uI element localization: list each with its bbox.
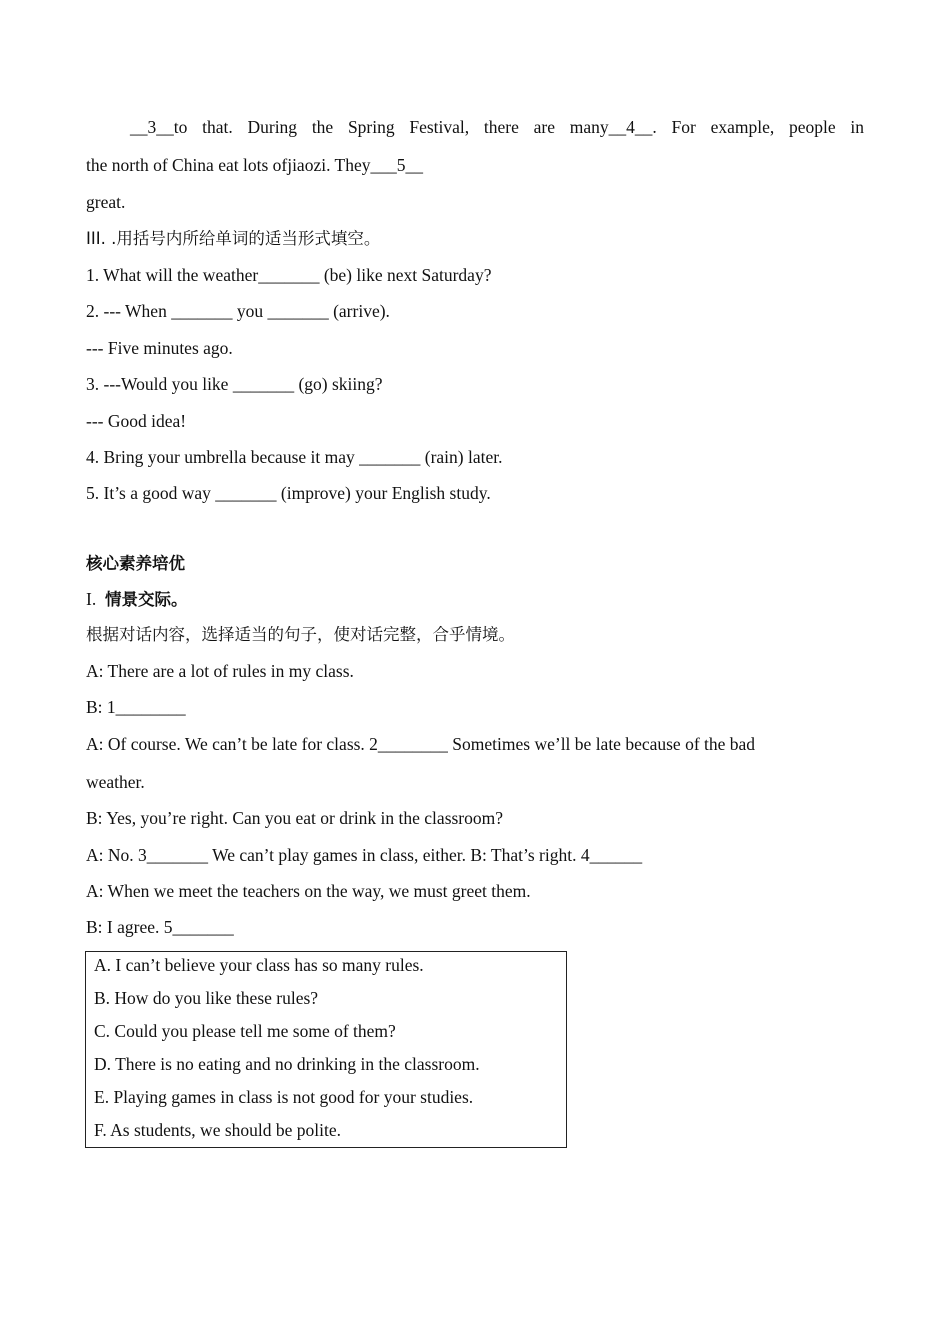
section-3-item: 2. --- When _______ you _______ (arrive). — [86, 301, 390, 321]
section-3-item: 4. Bring your umbrella because it may _______ (rain) later. — [86, 447, 503, 467]
dialogue-line: A: When we meet the teachers on the way, we must greet them. — [86, 881, 531, 901]
option-e: E. Playing games in class is not good for your studies. — [94, 1087, 474, 1107]
option-b: B. How do you like these rules? — [94, 988, 319, 1008]
passage-line-3: great. — [86, 192, 126, 212]
option-d: D. There is no eating and no drinking in the classroom. — [94, 1054, 480, 1074]
dialogue-line: A: Of course. We can’t be late for class. 2________ Sometimes we’ll be late because of the bad — [86, 734, 756, 754]
section-3-item: 5. It’s a good way _______ (improve) your English study. — [86, 483, 491, 503]
core-part-title — [86, 588, 187, 611]
section-3-item: --- Good idea! — [86, 411, 187, 431]
section-3-item: --- Five minutes ago. — [86, 338, 233, 358]
passage-line-2: the north of China eat lots ofjiaozi. They___5__ — [86, 155, 423, 175]
core-part-number: I. — [86, 589, 97, 609]
section-3-item: 1. What will the weather_______ (be) like next Saturday? — [86, 265, 492, 285]
dialogue-line: A: No. 3_______ We can’t play games in class, either. B: That’s right. 4______ — [86, 845, 643, 865]
option-f: F. As students, we should be polite. — [94, 1120, 341, 1140]
core-heading: 核心素养培优 — [86, 554, 185, 573]
dialogue-line: weather. — [86, 772, 145, 792]
passage-line-1: __3__to that. During the Spring Festival, there are many__4__. For example, people in — [130, 117, 864, 137]
dialogue-line: B: I agree. 5_______ — [86, 917, 234, 937]
core-part-title-text: 情景交际。 — [104, 590, 188, 609]
options-box — [85, 951, 567, 1148]
section-3-item: 3. ---Would you like _______ (go) skiing? — [86, 374, 383, 394]
dialogue-line: B: 1________ — [86, 697, 186, 717]
dialogue-line: A: There are a lot of rules in my class. — [86, 661, 354, 681]
option-c: C. Could you please tell me some of them? — [94, 1021, 396, 1041]
dialogue-line: B: Yes, you’re right. Can you eat or drink in the classroom? — [86, 808, 504, 828]
section-3-title: III. .用括号内所给单词的适当形式填空。 — [86, 229, 381, 248]
option-a: A. I can’t believe your class has so many rules. — [94, 955, 424, 975]
core-instruction: 根据对话内容，选择适当的句子，使对话完整，合乎情境。 — [86, 625, 515, 644]
